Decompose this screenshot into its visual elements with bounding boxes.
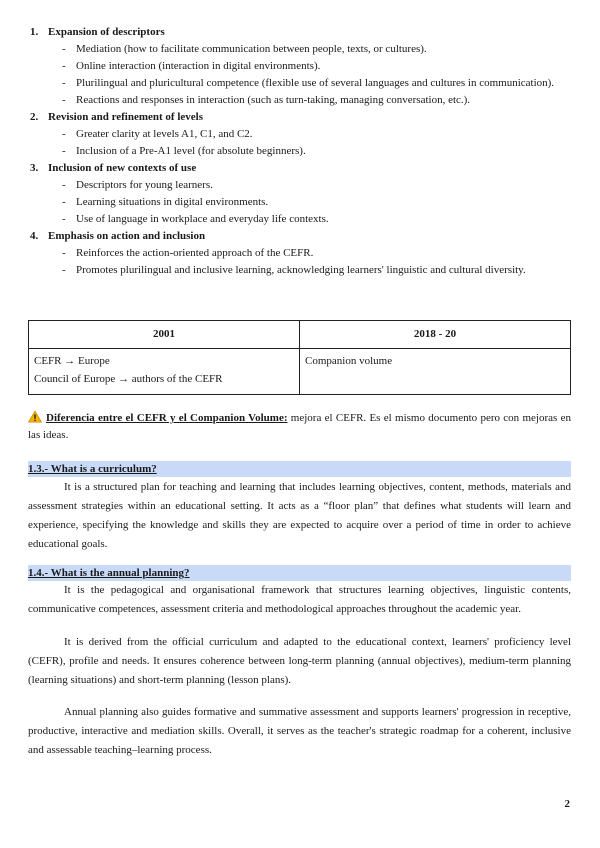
list-item bbox=[62, 194, 575, 211]
table-header-row bbox=[29, 321, 571, 349]
annual-planning-paragraph: Annual planning also guides formative and summative assessment and supports learners' progression in receptive, productive, interactive and mediation skills. Overall, it serves as the teacher's strategic roadmap for a coherent, inclusive and assessable teaching–learning process. bbox=[28, 706, 571, 756]
table-cell-line: Council of Europe → authors of the CEFR bbox=[34, 373, 223, 385]
table-header-2018: 2018 - 20 bbox=[300, 321, 571, 349]
list-item-text: Plurilingual and pluricultural competence (flexible use of several languages and cultures in communication). bbox=[76, 77, 555, 89]
table-cell-2018 bbox=[300, 349, 571, 395]
list-item-text: Use of language in workplace and everyday life contexts. bbox=[76, 213, 329, 225]
dash-marker: - bbox=[62, 264, 66, 276]
list-item-text: Inclusion of a Pre-A1 level (for absolute beginners). bbox=[76, 145, 306, 157]
bullet-list bbox=[62, 126, 575, 160]
section-action-inclusion bbox=[30, 228, 575, 279]
dash-marker: - bbox=[62, 128, 66, 140]
list-item bbox=[62, 177, 575, 194]
dash-marker: - bbox=[62, 94, 66, 106]
section-expansion bbox=[30, 24, 575, 109]
section-revision bbox=[30, 109, 575, 160]
bullet-list bbox=[62, 41, 575, 109]
list-item-text: Reactions and responses in interaction (such as turn-taking, managing conversation, etc.). bbox=[76, 94, 471, 106]
list-item bbox=[62, 245, 575, 262]
numbered-section-list bbox=[30, 24, 575, 279]
section-title: Revision and refinement of levels bbox=[48, 111, 204, 123]
list-item bbox=[62, 126, 575, 143]
section-number: 2. bbox=[30, 111, 39, 123]
dash-marker: - bbox=[62, 43, 66, 55]
list-item-text: Descriptors for young learners. bbox=[76, 179, 213, 191]
table-cell-2001 bbox=[29, 349, 300, 395]
list-item-text: Learning situations in digital environments. bbox=[76, 196, 269, 208]
section-heading bbox=[30, 109, 575, 126]
list-item-text: Online interaction (interaction in digital environments). bbox=[76, 60, 321, 72]
curriculum-heading-text: 1.3.- What is a curriculum? bbox=[28, 463, 157, 475]
warning-title: Diferencia entre el CEFR y el Companion Volume: bbox=[46, 412, 288, 424]
list-item-text: Mediation (how to facilitate communication between people, texts, or cultures). bbox=[76, 43, 427, 55]
table-cell-line: Companion volume bbox=[305, 355, 393, 367]
dash-marker: - bbox=[62, 145, 66, 157]
bullet-list bbox=[62, 245, 575, 279]
section-title: Emphasis on action and inclusion bbox=[48, 230, 206, 242]
section-new-contexts bbox=[30, 160, 575, 228]
dash-marker: - bbox=[62, 60, 66, 72]
list-item bbox=[62, 143, 575, 160]
dash-marker: - bbox=[62, 213, 66, 225]
list-item-text: Promotes plurilingual and inclusive learning, acknowledging learners' linguistic and cultural diversity. bbox=[76, 264, 526, 276]
section-number: 3. bbox=[30, 162, 39, 174]
cefr-comparison-table bbox=[28, 320, 571, 395]
section-heading bbox=[30, 24, 575, 41]
list-item bbox=[62, 41, 575, 58]
bullet-list bbox=[62, 177, 575, 228]
dash-marker: - bbox=[62, 179, 66, 191]
table-header-2001: 2001 bbox=[29, 321, 300, 349]
table-cell-line: CEFR → Europe bbox=[34, 355, 110, 367]
dash-marker: - bbox=[62, 247, 66, 259]
dash-marker: - bbox=[62, 196, 66, 208]
list-item bbox=[62, 92, 575, 109]
list-item-text: Greater clarity at levels A1, C1, and C2. bbox=[76, 128, 253, 140]
section-title: Inclusion of new contexts of use bbox=[48, 162, 197, 174]
page-number: 2 bbox=[564, 798, 570, 810]
section-number: 1. bbox=[30, 26, 39, 38]
annual-planning-paragraph: It is the pedagogical and organisational framework that structures learning objectives, linguistic contents, communicative competences, assessment criteria and methodological approaches throughout the academic year. bbox=[28, 584, 571, 615]
section-number: 4. bbox=[30, 230, 39, 242]
warning-icon bbox=[28, 410, 42, 423]
section-heading bbox=[30, 228, 575, 245]
list-item-text: Reinforces the action-oriented approach of the CEFR. bbox=[76, 247, 314, 259]
warning-text: mejora el CEFR. Es el mismo documento pero con mejoras en las ideas. bbox=[28, 412, 571, 441]
table-row bbox=[29, 349, 571, 395]
annual-planning-heading-text: 1.4.- What is the annual planning? bbox=[28, 567, 190, 579]
list-item bbox=[62, 211, 575, 228]
warning-note bbox=[28, 410, 571, 444]
list-item bbox=[62, 58, 575, 75]
annual-planning-paragraph: It is derived from the official curriculum and adapted to the educational context, learners' proficiency level (CEFR), profile and needs. It ensures coherence between long-term planning (annual objectives), medium-term planning (learning situations) and short-term planning (lesson plans). bbox=[28, 636, 571, 686]
section-heading bbox=[30, 160, 575, 177]
curriculum-paragraph: It is a structured plan for teaching and learning that includes learning objectives, content, methods, materials and assessment strategies within an educational setting. It acts as a “floor plan” that defines what students will learn and experience, specifying the knowledge and skills they are expected to acquire over a period of time in order to achieve educational goals. bbox=[28, 481, 571, 550]
section-title: Expansion of descriptors bbox=[48, 26, 165, 38]
annual-planning-heading bbox=[28, 565, 571, 581]
dash-marker: - bbox=[62, 77, 66, 89]
list-item bbox=[62, 75, 575, 92]
list-item bbox=[62, 262, 575, 279]
curriculum-heading bbox=[28, 461, 571, 477]
